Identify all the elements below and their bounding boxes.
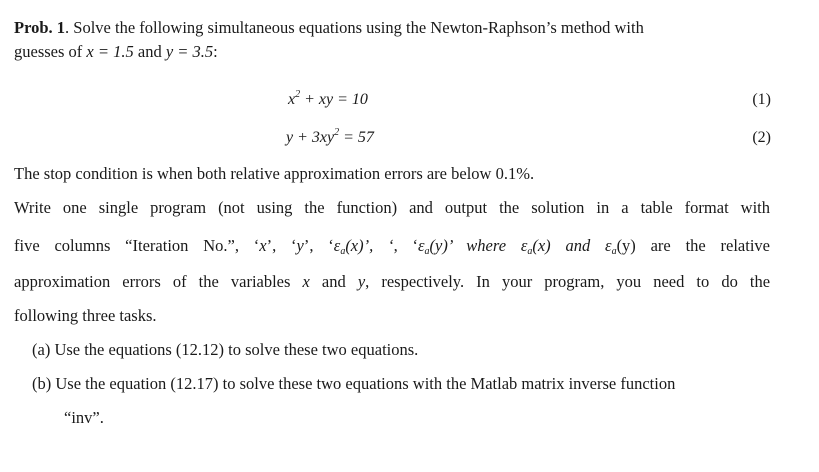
write-line-1: Write one single program (not using the function) and output the solution in a table format with xyxy=(14,198,770,217)
task-a: (a) Use the equations (12.12) to solve these two equations. xyxy=(32,340,419,359)
write3-a: approximation errors of the variables xyxy=(14,272,291,291)
equation-2-number: (2) xyxy=(752,129,771,146)
write3-x: x xyxy=(302,272,310,291)
task-b: (b) Use the equation (12.17) to solve these two equations with the Matlab matrix inverse function xyxy=(32,374,676,393)
write-line-2: five columns “Iteration No.”, ‘x’, ‘y’, ‘$\varepsilon_a(x)$’, ‘, ‘$\varepsilon_a(y)$’ where $\varepsilon_a(x)$ and $\varepsilon_a(y)$ are the relative xyxy=(14,236,771,257)
write-line-3 xyxy=(14,272,770,292)
write2-b: ’, ‘ xyxy=(266,236,297,255)
epsilon-3: $\varepsilon_a$ xyxy=(520,236,533,257)
problem-label: Prob. 1 xyxy=(14,18,66,37)
write2-x: x xyxy=(259,236,267,255)
guess-x: x = 1.5 xyxy=(86,42,134,61)
write2-d: (x)’, ‘ xyxy=(345,236,394,255)
write2-e: (y)’ where xyxy=(429,236,507,255)
guess-prefix: guesses of xyxy=(14,42,83,61)
guess-y: y = 3.5 xyxy=(165,42,214,61)
write3-y: y xyxy=(357,272,366,291)
task-b-continued: “inv”. xyxy=(64,408,104,427)
epsilon-2: $\varepsilon_a$ xyxy=(418,236,430,257)
write-line-4: following three tasks. xyxy=(14,306,157,325)
write3-b: , respectively. In your program, you need to do the xyxy=(365,272,771,291)
stop-condition: The stop condition is when both relative approximation errors are below 0.1%. xyxy=(14,164,535,183)
write2-g: (y) are the relative xyxy=(616,236,771,255)
problem-intro: . Solve the following simultaneous equations using the Newton-Raphson’s method with xyxy=(65,18,644,37)
problem-line-2 xyxy=(14,42,218,62)
guess-and: and xyxy=(137,42,162,61)
problem-line-1 xyxy=(14,18,644,38)
write2-f: (x) and xyxy=(532,236,591,255)
write2-a: five columns “Iteration No.”, ‘ xyxy=(14,236,260,255)
write2-y: y xyxy=(296,236,304,255)
equation-1-number: (1) xyxy=(752,91,771,108)
equation-2: $y + 3xy^2 = 57$ xyxy=(286,127,374,146)
epsilon-1: $\varepsilon_a$ xyxy=(333,236,346,257)
guess-suffix: : xyxy=(213,42,218,61)
write3-and: and xyxy=(321,272,346,291)
equation-1: $x^2$ + xy = 10 xyxy=(288,89,368,108)
write2-c: ’, ‘ xyxy=(303,236,334,255)
epsilon-4: $\varepsilon_a$ xyxy=(605,236,617,257)
